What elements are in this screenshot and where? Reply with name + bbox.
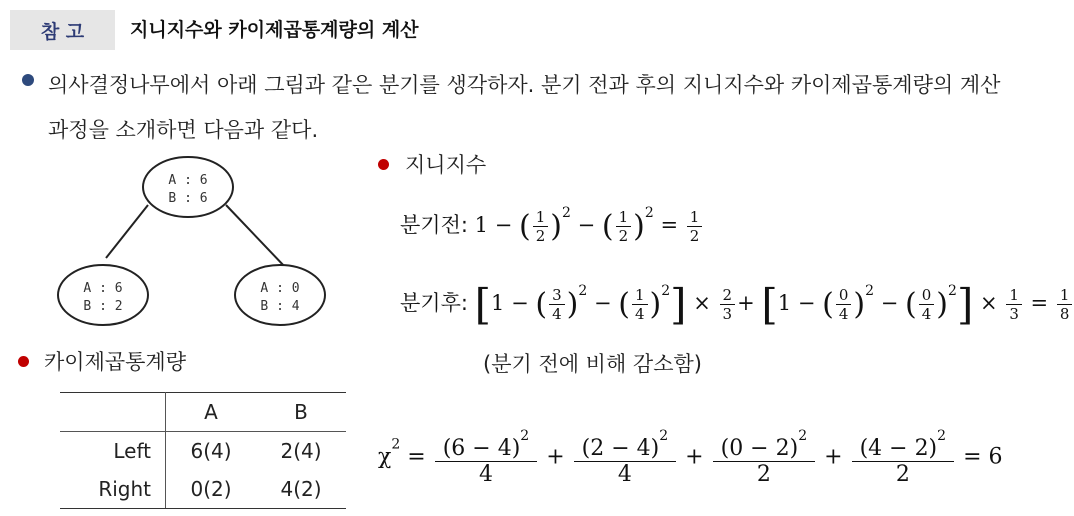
chi-title: 카이제곱통계량	[44, 350, 187, 374]
table-header: B	[256, 393, 346, 432]
table-row	[60, 432, 346, 471]
bullet-icon	[378, 159, 389, 170]
table-row	[60, 470, 346, 509]
right-node-b: B : 4	[260, 299, 300, 314]
root-node-b: B : 6	[168, 191, 208, 206]
gini-note: (분기 전에 비해 감소함)	[483, 352, 702, 376]
table-header	[60, 393, 166, 432]
table-cell: 4(2)	[256, 470, 346, 509]
gini-title: 지니지수	[405, 153, 487, 177]
tree-edge-left	[106, 205, 148, 258]
gini-after-label: 분기후:	[400, 291, 468, 315]
intro-text: 의사결정나무에서 아래 그림과 같은 분기를 생각하자. 분기 전과 후의 지니지수와 카이제곱통계량의 계산과정을 소개하면 다음과 같다.	[48, 73, 1001, 142]
header-tag: 참 고	[10, 10, 115, 50]
bullet-icon	[22, 74, 34, 86]
gini-before-formula: 분기전: 1 − ( $\frac{1}{2}$ )$^2$ − ( $\frac{1}{2}$ )$^2$ = $\frac{1}{2}$	[400, 205, 704, 245]
split-tree-diagram	[58, 150, 318, 330]
table-cell: 0(2)	[166, 470, 257, 509]
table-cell: 6(4)	[190, 439, 232, 463]
tree-edge-right	[226, 205, 286, 268]
right-node-a: A : 0	[260, 281, 300, 296]
header-title: 지니지수와 카이제곱통계량의 계산	[130, 19, 419, 41]
gini-after-formula: 분기후: [1 − ( $\frac{3}{4}$ )$^2$ − ( $\frac{1}{4}$ )$^2$] × $\frac{2}{3}$ + [1 − ( $\frac{0}{4}$ )$^2$ − ( $\frac{0}{4}$ )$^2$] × $\frac{1}{3}$ = $\frac{1}{8}$	[400, 280, 1074, 329]
left-node-a: A : 6	[83, 281, 123, 296]
bullet-icon	[18, 356, 29, 367]
contingency-table	[60, 392, 346, 509]
table-cell: 2(4)	[280, 439, 322, 463]
row-label: Right	[60, 470, 166, 509]
left-node-b: B : 2	[83, 299, 123, 314]
row-label: Left	[60, 432, 166, 471]
root-node-a: A : 6	[168, 173, 208, 188]
table-header: A	[166, 393, 257, 432]
gini-before-label: 분기전:	[400, 213, 468, 237]
chi-square-formula: $\chi^2$ = $\frac{(6 - 4)^2}{4}$ + $\frac{(2 - 4)^2}{4}$ + $\frac{(0 - 2)^2}{2}$ + $\frac{(4 - 2)^2}{2}$ = 6	[378, 428, 1003, 487]
